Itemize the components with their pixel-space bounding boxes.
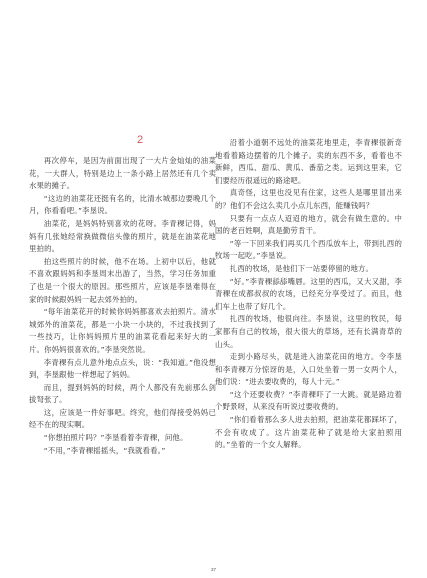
paragraph: 拍这些照片的时候，他不在场。上初中以后，他就不喜欢跟妈妈和李垦周末出游了，当然，学习任务加重了也是一个很大的原因。那些照片，应该是李垦难得在家的时候跟妈妈一起去郊外拍的。 [29,256,216,304]
paragraph: 李青稞有点儿意外地点点头，说：“我知道。”他没想到，李垦跟他一样想起了妈妈。 [29,357,216,380]
paragraph: “不用，”李青稞摇摇头，“我就看看。” [43,445,166,455]
paragraph: 沿着小道朝不远处的油菜花地里走，李青稞很新奇地看着路边摆着的几个摊子。卖的东西不多，看着也不新鲜，西瓜、甜瓜、黄瓜、番茄之类。运到这里来，它们要经历很遥远的路途吧。 [215,138,402,185]
paragraph: 油菜花，是妈妈特别喜欢的花呀。李青稞记得，妈妈有几张她经常换做微信头像的照片，就是在油菜花地里拍的。 [29,218,216,254]
paragraph: “这边的油菜花还挺有名的，比清水城那边要晚几个月，你看看吧。”李垦说。 [29,193,216,216]
paragraph: “你们看着那么多人进去拍照，把油菜花都踩坏了，不会有收成了。这片油菜花种了就是给大家拍照用的。”坐着的一个女人解释。 [215,415,402,450]
paragraph: 这，应该是一件好事吧。终究，他们得接受妈妈已经不在的现实啊。 [29,407,216,430]
paragraph: “这个还要收费？”李青稞吓了一大跳。就是路边着个野景呀，从来没有听说过要收费的。 [215,389,402,412]
paragraph: “好。”李青稞舔舔嘴唇。这里的西瓜，又大又甜，李青稞在成都叔叔的农场，已经充分享受过了。而且，他们车上也带了好几个。 [215,276,402,311]
paragraph: 扎西的牧场，是他们下一站要停留的地方。 [229,263,374,273]
left-column [29,155,216,457]
paragraph: 扎西的牧场，他很向往。李垦说，这里的牧民，每家都有自己的牧场，很大很大的草场，还有长满青草的山头。 [215,314,402,349]
paragraph: “等一下回来我们再买几个西瓜放车上，带到扎西的牧场一起吃。”李垦说。 [215,238,402,261]
right-column [215,137,402,452]
paragraph: 真奇怪，这里也没见有住家，这些人是哪里冒出来的？他们不会这么卖几小点儿东西，能赚钱吗？ [215,188,402,210]
paragraph: “你想拍照片吗？”李垦看着李青稞，问他。 [43,433,188,443]
paragraph: 再次停车，是因为前面出现了一大片金灿灿的油菜花，一大群人，特别是边上一条小路上居然还有几个卖水果的摊子。 [29,156,216,191]
paragraph: 而且，提到妈妈的时候，两个人都没有先前那么剑拔弩张了。 [29,382,216,405]
paragraph: 只要有一点点人迢迢的地方，就会有做生意的。中国的老百姓啊，真是勤劳肯干。 [215,213,402,236]
chapter-number: 2 [137,134,144,146]
paragraph: “每年油菜花开的时候你妈妈都喜欢去拍照片。清水城郊外的油菜花，都是一小块一小块的，不过我找到了一些技巧，让你妈妈照片里的油菜花看起来好大的一片。你妈妈很喜欢的。”李垦突然说。 [29,307,216,354]
page-number: 37 [210,567,216,572]
paragraph: 走到小路尽头，就是进入油菜花田的地方。令李垦和李青稞万分惊讶的是，入口处坐着一男一女两个人，他们说：“进去要收费的，每人十元。” [215,352,402,387]
